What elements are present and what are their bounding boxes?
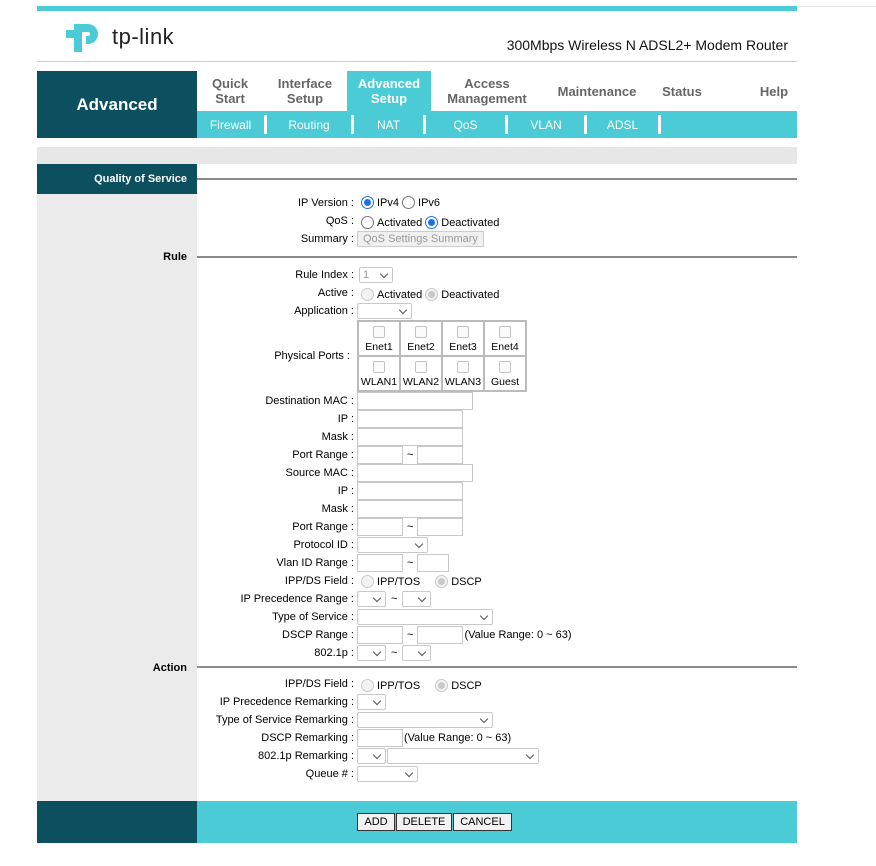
rule-deactivated-radio[interactable] <box>425 288 438 301</box>
nav-status[interactable]: Status <box>662 83 702 99</box>
rule-dscp-radio[interactable] <box>435 575 448 588</box>
summary-label: Summary : <box>300 233 354 245</box>
dot1p-remark-label: 802.1p Remarking : <box>258 750 354 762</box>
main-nav <box>197 71 797 111</box>
port-wlan1-label: WLAN1 <box>360 376 398 388</box>
port-enet1-label: Enet1 <box>365 341 393 353</box>
port-wlan3-label: WLAN3 <box>444 376 482 388</box>
action-ipptos-label: IPP/TOS <box>377 679 421 692</box>
port-enet4-cell <box>484 321 526 356</box>
nav-access-management[interactable]: Access Management <box>447 76 527 106</box>
destination-mask-input[interactable] <box>357 428 463 446</box>
tos-remark-label: Type of Service Remarking : <box>215 714 354 726</box>
ipv6-label: IPv6 <box>418 196 441 209</box>
action-section-title: Action <box>152 662 187 674</box>
type-of-service-label: Type of Service : <box>272 611 354 623</box>
rule-section-title: Rule <box>163 251 187 263</box>
destination-ip-input[interactable] <box>357 410 463 428</box>
dscp-remark-hint: (Value Range: 0 ~ 63) <box>404 732 512 744</box>
top-accent-bar <box>37 6 797 11</box>
cancel-button[interactable]: CANCEL <box>453 813 512 831</box>
sub-nav <box>197 111 797 138</box>
source-ip-label: IP : <box>337 485 354 497</box>
header-divider <box>37 61 797 62</box>
delete-button[interactable]: DELETE <box>396 813 452 831</box>
application-select[interactable] <box>357 303 412 319</box>
port-wlan3-checkbox[interactable] <box>457 361 469 373</box>
qos-divider <box>197 178 797 180</box>
destination-port-end-input[interactable] <box>417 446 463 464</box>
add-button[interactable]: ADD <box>357 813 395 831</box>
protocol-id-select[interactable] <box>357 537 428 553</box>
qos-activated-radio[interactable] <box>361 216 374 229</box>
vlan-id-tilde: ~ <box>407 557 414 569</box>
dscp-range-start-input[interactable] <box>357 626 403 644</box>
left-label-column <box>37 193 197 802</box>
top-right-divider <box>797 6 876 7</box>
dscp-range-end-input[interactable] <box>417 626 463 644</box>
source-mac-label: Source MAC : <box>285 467 354 479</box>
dot1p-end-select[interactable] <box>402 645 431 661</box>
qos-activated-label: Activated <box>377 216 423 229</box>
qos-settings-summary-button[interactable]: QoS Settings Summary <box>357 231 484 247</box>
destination-port-start-input[interactable] <box>357 446 403 464</box>
port-enet4-label: Enet4 <box>491 341 519 353</box>
subnav-adsl[interactable]: ADSL <box>587 115 661 134</box>
source-ip-input[interactable] <box>357 482 463 500</box>
physical-ports-table <box>357 320 527 392</box>
qos-deactivated-label: Deactivated <box>441 216 500 229</box>
rule-ipptos-radio[interactable] <box>361 575 374 588</box>
dot1p-start-select[interactable] <box>357 645 386 661</box>
nav-section-title: Advanced <box>37 71 197 138</box>
dscp-remark-label: DSCP Remarking : <box>261 732 354 744</box>
source-port-end-input[interactable] <box>417 518 463 536</box>
vlan-id-range-label: Vlan ID Range : <box>276 557 354 569</box>
dscp-range-tilde: ~ <box>407 629 414 641</box>
source-port-range-label: Port Range : <box>292 521 354 533</box>
dscp-range-label: DSCP Range : <box>282 629 354 641</box>
action-ipptos-radio[interactable] <box>361 679 374 692</box>
subnav-nat[interactable]: NAT <box>354 115 426 134</box>
source-mask-label: Mask : <box>321 503 354 515</box>
vlan-id-start-input[interactable] <box>357 554 403 572</box>
nav-interface-setup[interactable]: Interface Setup <box>277 76 333 106</box>
rule-ipptos-label: IPP/TOS <box>377 575 421 588</box>
dscp-range-hint: (Value Range: 0 ~ 63) <box>464 629 572 641</box>
ipv6-radio[interactable] <box>402 196 415 209</box>
queue-label: Queue # : <box>305 768 354 780</box>
port-enet2-cell <box>400 321 442 356</box>
dot1p-tilde: ~ <box>391 647 398 659</box>
model-title: 300Mbps Wireless N ADSL2+ Modem Router <box>506 37 788 53</box>
qos-deactivated-radio[interactable] <box>425 216 438 229</box>
rule-dscp-label: DSCP <box>451 575 482 588</box>
queue-select[interactable] <box>357 766 418 782</box>
action-divider <box>197 666 797 668</box>
ip-precedence-tilde: ~ <box>391 593 398 605</box>
dot1p-label: 802.1p : <box>314 647 354 659</box>
source-mask-input[interactable] <box>357 500 463 518</box>
port-wlan2-label: WLAN2 <box>402 376 440 388</box>
subnav-qos[interactable]: QoS <box>426 115 508 134</box>
content-top-band <box>37 147 797 164</box>
application-label: Application : <box>294 305 354 317</box>
port-enet2-checkbox[interactable] <box>415 326 427 338</box>
port-enet3-cell <box>442 321 484 356</box>
destination-mask-label: Mask : <box>321 431 354 443</box>
subnav-firewall[interactable]: Firewall <box>197 115 267 134</box>
rule-ippds-label: IPP/DS Field : <box>284 575 354 587</box>
type-of-service-select[interactable] <box>357 609 493 625</box>
ipv4-label: IPv4 <box>377 196 400 209</box>
physical-ports-label: Physical Ports : <box>274 350 350 362</box>
port-wlan2-cell <box>400 356 442 391</box>
rule-activated-radio[interactable] <box>361 288 374 301</box>
port-enet4-checkbox[interactable] <box>499 326 511 338</box>
action-dscp-radio[interactable] <box>435 679 448 692</box>
tos-remark-select[interactable] <box>357 712 493 728</box>
port-wlan3-cell <box>442 356 484 391</box>
ip-precedence-start-select[interactable] <box>357 591 386 607</box>
protocol-id-label: Protocol ID : <box>293 539 354 551</box>
port-wlan1-cell <box>358 356 400 391</box>
tp-link-logo <box>66 16 206 60</box>
action-dscp-label: DSCP <box>451 679 482 692</box>
destination-mac-input[interactable] <box>357 392 473 410</box>
destination-port-range-label: Port Range : <box>292 449 354 461</box>
active-label: Active : <box>317 287 354 299</box>
ipv4-radio[interactable] <box>361 196 374 209</box>
destination-mac-label: Destination MAC : <box>265 395 354 407</box>
tp-link-logo-icon <box>66 16 106 56</box>
port-enet1-checkbox[interactable] <box>373 326 385 338</box>
port-enet3-label: Enet3 <box>449 341 477 353</box>
rule-divider <box>197 256 797 258</box>
dscp-remark-input[interactable] <box>357 729 403 747</box>
port-guest-checkbox[interactable] <box>499 361 511 373</box>
port-guest-cell <box>484 356 526 391</box>
port-guest-label: Guest <box>490 376 519 388</box>
qos-label: QoS : <box>325 215 354 227</box>
rule-index-select[interactable]: 1 <box>359 267 393 283</box>
port-enet3-checkbox[interactable] <box>457 326 469 338</box>
source-mac-input[interactable] <box>357 464 473 482</box>
port-enet2-label: Enet2 <box>407 341 435 353</box>
logo-text: tp-link <box>112 24 175 49</box>
nav-advanced-setup[interactable]: Advanced Setup <box>347 71 431 111</box>
dot1p-remark-select[interactable] <box>357 748 386 764</box>
destination-ip-label: IP : <box>337 413 354 425</box>
ip-version-label: IP Version : <box>297 197 354 209</box>
port-wlan1-checkbox[interactable] <box>373 361 385 373</box>
qos-section-title: Quality of Service <box>37 164 197 194</box>
port-wlan2-checkbox[interactable] <box>415 361 427 373</box>
destination-port-tilde: ~ <box>407 449 414 461</box>
action-ippds-label: IPP/DS Field : <box>284 678 354 690</box>
ip-precedence-remark-label: IP Precedence Remarking : <box>219 696 354 708</box>
ip-precedence-remark-select[interactable] <box>357 694 386 710</box>
nav-help[interactable]: Help <box>759 83 789 99</box>
dot1p-remark-extra-select[interactable] <box>387 748 539 764</box>
rule-deactivated-label: Deactivated <box>441 288 500 301</box>
rule-index-label: Rule Index : <box>295 269 354 281</box>
source-port-tilde: ~ <box>407 521 414 533</box>
subnav-routing[interactable]: Routing <box>267 115 354 134</box>
rule-activated-label: Activated <box>377 288 423 301</box>
nav-maintenance[interactable]: Maintenance <box>557 83 637 99</box>
nav-quick-start[interactable]: Quick Start <box>211 76 249 106</box>
source-port-start-input[interactable] <box>357 518 403 536</box>
ip-precedence-end-select[interactable] <box>402 591 431 607</box>
vlan-id-end-input[interactable] <box>417 554 449 572</box>
port-enet1-cell <box>358 321 400 356</box>
footer-left-block <box>37 801 197 843</box>
ip-precedence-range-label: IP Precedence Range : <box>240 593 354 605</box>
subnav-vlan[interactable]: VLAN <box>508 115 587 134</box>
